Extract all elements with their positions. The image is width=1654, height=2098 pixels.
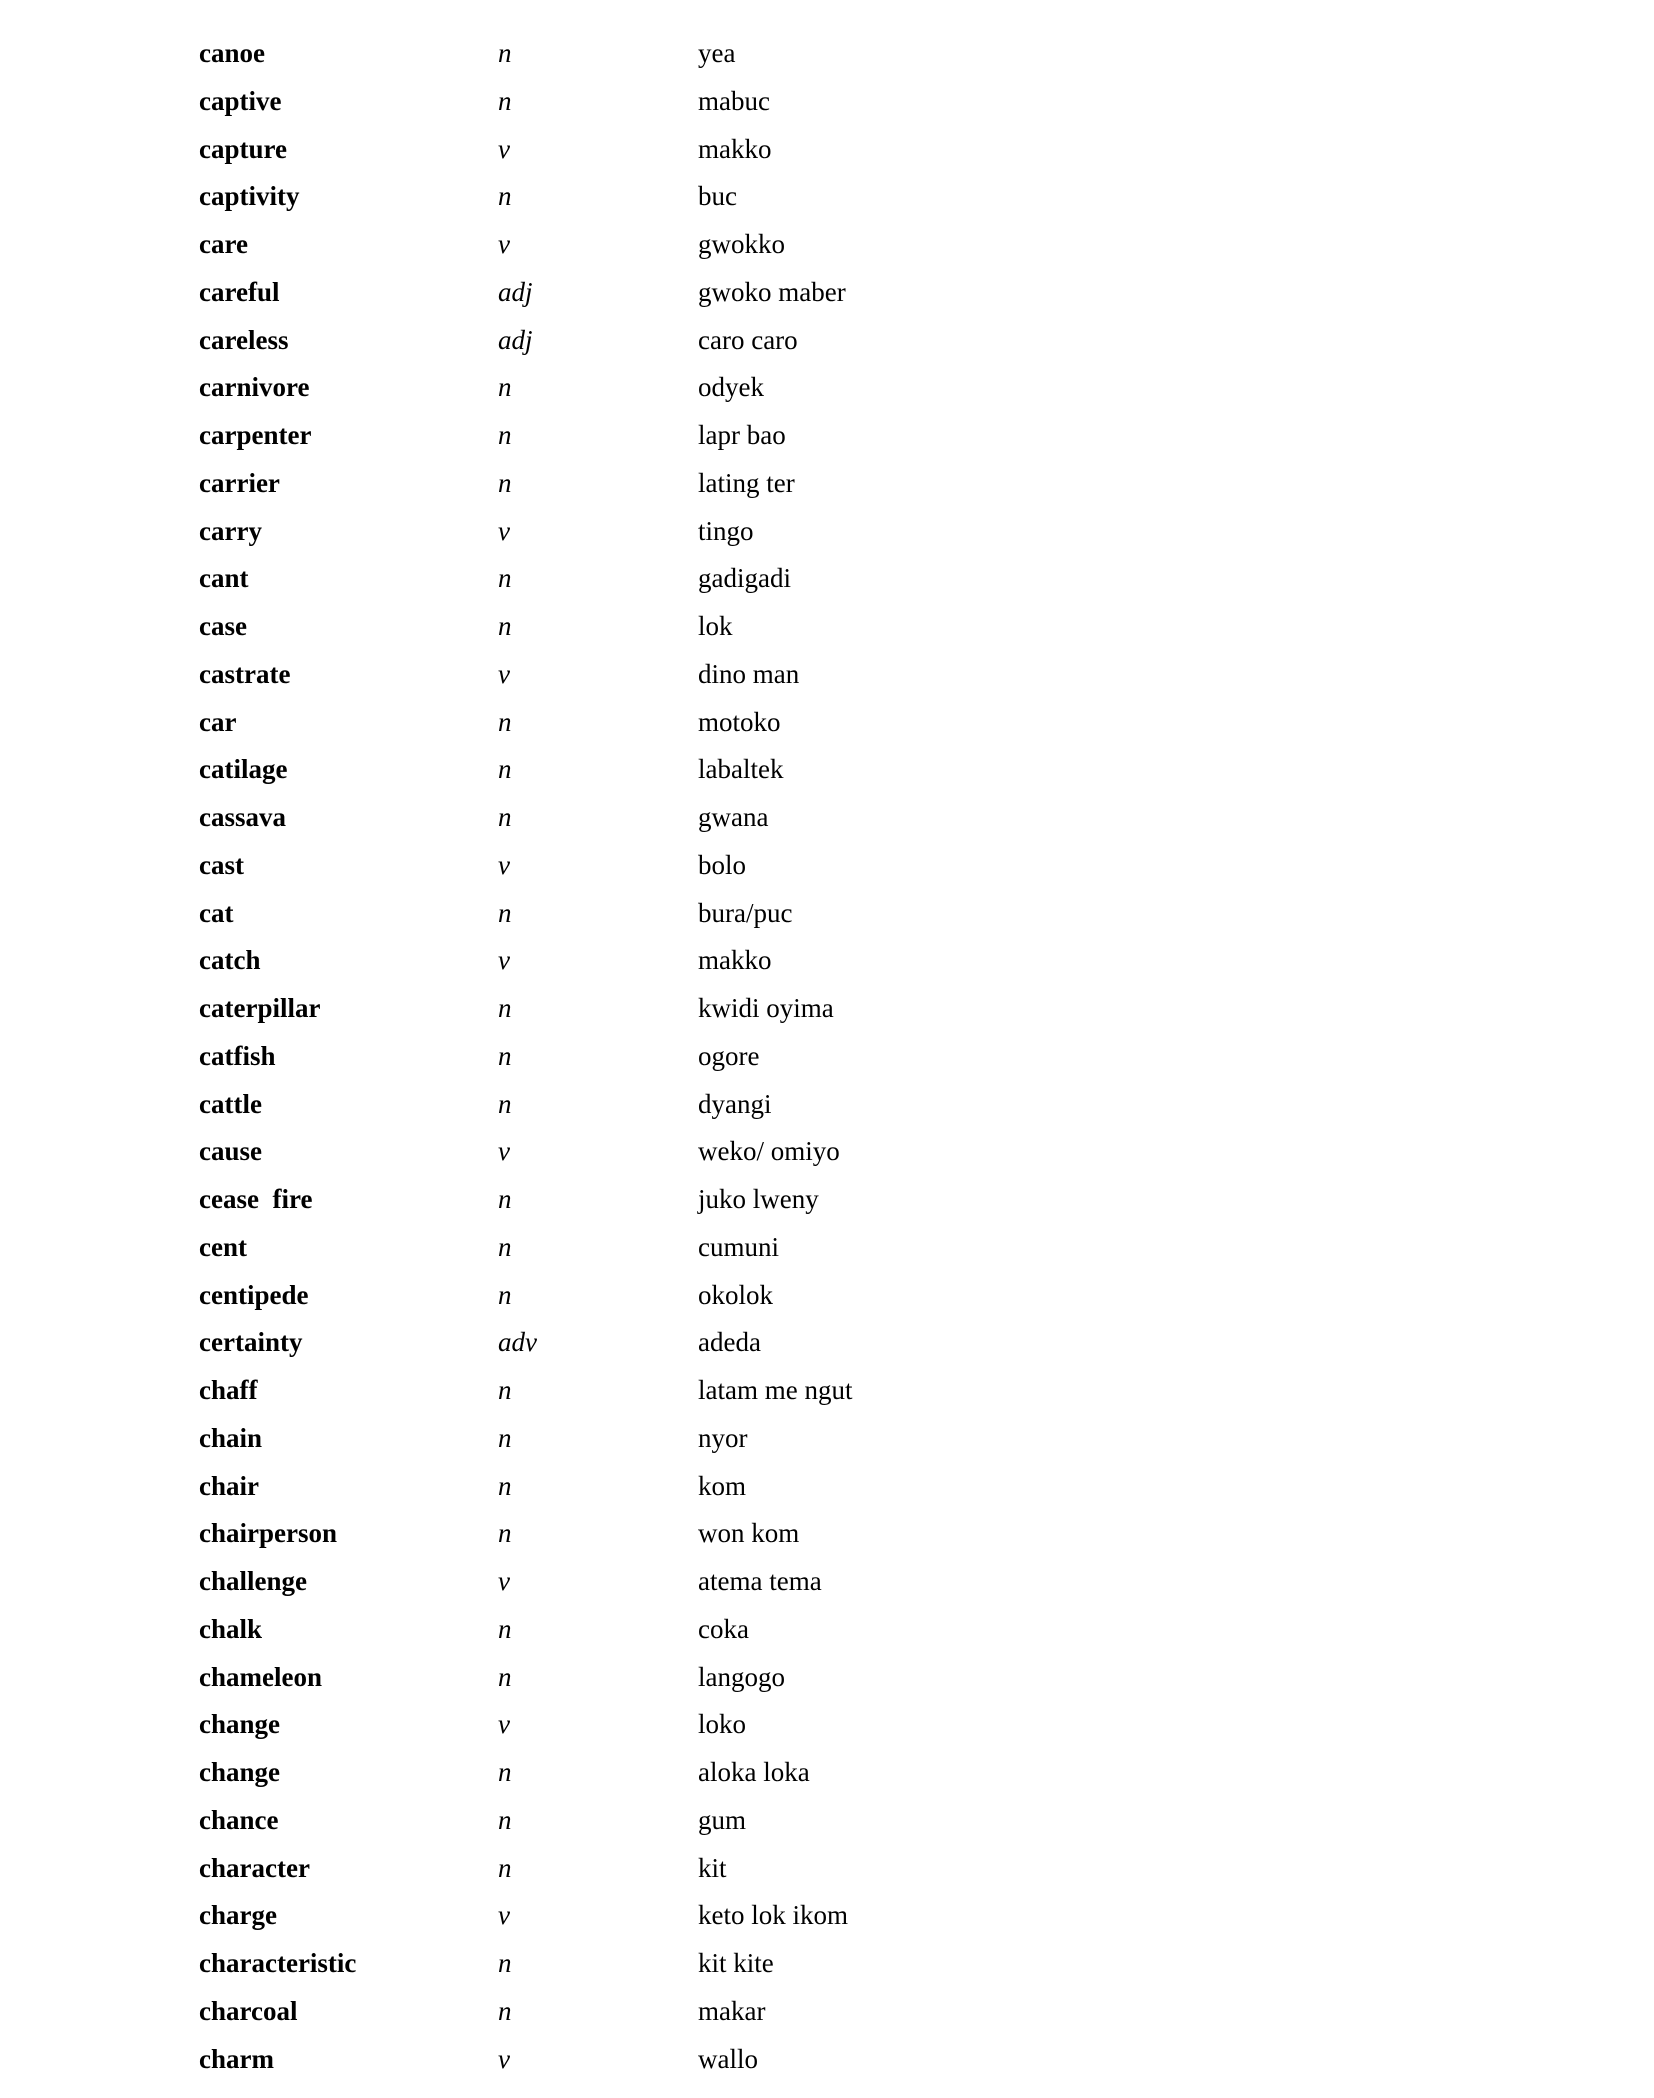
headword: carpenter [199, 420, 312, 450]
headword: cassava [199, 802, 286, 832]
translation: gwana [698, 802, 769, 832]
dictionary-entry [199, 651, 1199, 699]
dictionary-entry [199, 1892, 1199, 1940]
dictionary-entry [199, 412, 1199, 460]
dictionary-entry [199, 1224, 1199, 1272]
translation: latam me ngut [698, 1375, 853, 1405]
part-of-speech: v [498, 849, 510, 880]
part-of-speech: n [498, 897, 512, 928]
translation: won kom [698, 1518, 800, 1549]
translation: gwokko [698, 229, 785, 259]
headword: case [199, 611, 247, 641]
part-of-speech: v [498, 1136, 510, 1167]
part-of-speech: v [498, 1566, 510, 1596]
part-of-speech: n [498, 563, 512, 594]
translation: weko/ omiyo [698, 1136, 840, 1167]
dictionary-entry [199, 555, 1199, 603]
translation: labaltek [698, 754, 784, 785]
headword: charcoal [199, 1995, 298, 2026]
dictionary-entry [199, 1176, 1199, 1224]
dictionary-entry [199, 221, 1199, 269]
part-of-speech: v [498, 515, 510, 546]
part-of-speech: n [498, 1088, 512, 1119]
headword: canoe [199, 38, 265, 68]
dictionary-entry [199, 746, 1199, 794]
dictionary-entry [199, 1463, 1199, 1511]
translation: mabuc [698, 85, 770, 116]
headword: chalk [199, 1613, 263, 1644]
dictionary-entry [199, 1701, 1199, 1749]
translation: langogo [698, 1661, 785, 1692]
part-of-speech: n [498, 38, 512, 68]
dictionary-entry [199, 1272, 1199, 1320]
dictionary-entry [199, 1606, 1199, 1654]
headword: cattle [199, 1088, 262, 1119]
headword: carry [199, 515, 262, 546]
translation: gadigadi [698, 563, 791, 594]
translation: wallo [698, 2043, 758, 2074]
headword: chairperson [199, 1518, 337, 1549]
part-of-speech: n [498, 1948, 512, 1978]
headword: chaff [199, 1375, 258, 1405]
part-of-speech: v [498, 658, 510, 689]
headword: captivity [199, 181, 300, 212]
dictionary-entry [199, 1558, 1199, 1606]
headword: cat [199, 897, 234, 928]
headword: carnivore [199, 372, 310, 403]
part-of-speech: n [498, 611, 512, 641]
part-of-speech: n [498, 1661, 512, 1692]
part-of-speech: n [498, 1279, 512, 1310]
dictionary-entry [199, 794, 1199, 842]
part-of-speech: n [498, 1375, 512, 1405]
part-of-speech: n [498, 1231, 512, 1262]
part-of-speech: n [498, 1804, 512, 1835]
part-of-speech: n [498, 706, 512, 737]
dictionary-entry [199, 1033, 1199, 1081]
headword: chameleon [199, 1661, 322, 1692]
translation: atema tema [698, 1566, 822, 1596]
dictionary-entry [199, 985, 1199, 1033]
dictionary-entry [199, 937, 1199, 985]
part-of-speech: n [498, 993, 512, 1023]
translation: gwoko maber [698, 276, 846, 307]
headword: catfish [199, 1040, 276, 1071]
translation: coka [698, 1613, 749, 1644]
part-of-speech: adv [498, 1327, 537, 1358]
headword: care [199, 229, 248, 259]
headword: catilage [199, 754, 288, 785]
translation: juko lweny [698, 1184, 819, 1214]
dictionary-entry [199, 1654, 1199, 1702]
dictionary-entry [199, 78, 1199, 126]
dictionary-entry [199, 2036, 1199, 2084]
headword: cant [199, 563, 249, 594]
headword: chair [199, 1470, 259, 1501]
part-of-speech: v [498, 2043, 510, 2074]
dictionary-entry [199, 269, 1199, 317]
part-of-speech: v [498, 1709, 510, 1740]
headword: charm [199, 2043, 274, 2074]
translation: bolo [698, 849, 747, 880]
dictionary-entry [199, 364, 1199, 412]
translation: tingo [698, 515, 754, 546]
translation: loko [698, 1709, 747, 1740]
part-of-speech: n [498, 1852, 512, 1883]
dictionary-entry [199, 1319, 1199, 1367]
translation: buc [698, 181, 737, 212]
part-of-speech: n [498, 181, 512, 212]
translation: nyor [698, 1422, 748, 1453]
headword: cease fire [199, 1184, 313, 1214]
headword: certainty [199, 1327, 303, 1358]
translation: kit [698, 1852, 727, 1883]
translation: kwidi oyima [698, 993, 834, 1023]
translation: lok [698, 611, 733, 641]
dictionary-entry [199, 173, 1199, 221]
headword: chance [199, 1804, 279, 1835]
headword: catch [199, 945, 261, 976]
part-of-speech: n [498, 1995, 512, 2026]
translation: makko [698, 133, 772, 164]
headword: careless [199, 324, 289, 355]
part-of-speech: n [498, 802, 512, 832]
dictionary-entry [199, 1367, 1199, 1415]
headword: cent [199, 1231, 247, 1262]
dictionary-entry [199, 317, 1199, 365]
translation: kom [698, 1470, 747, 1501]
dictionary-entry [199, 603, 1199, 651]
part-of-speech: n [498, 467, 512, 498]
translation: adeda [698, 1327, 761, 1358]
headword: change [199, 1709, 280, 1740]
translation: makko [698, 945, 772, 976]
dictionary-entry [199, 126, 1199, 174]
dictionary-entry [199, 890, 1199, 938]
headword: captive [199, 85, 282, 116]
part-of-speech: n [498, 1470, 512, 1501]
dictionary-entry [199, 1845, 1199, 1893]
headword: capture [199, 133, 287, 164]
part-of-speech: n [498, 420, 512, 450]
part-of-speech: n [498, 1613, 512, 1644]
dictionary-entry [199, 1081, 1199, 1129]
part-of-speech: n [498, 372, 512, 403]
translation: caro caro [698, 324, 798, 355]
part-of-speech: n [498, 1518, 512, 1549]
dictionary-entry [199, 1510, 1199, 1558]
headword: change [199, 1757, 280, 1787]
dictionary-entry [199, 1415, 1199, 1463]
part-of-speech: adj [498, 276, 533, 307]
translation: dyangi [698, 1088, 772, 1119]
headword: car [199, 706, 237, 737]
part-of-speech: n [498, 754, 512, 785]
headword: characteristic [199, 1948, 357, 1978]
translation: cumuni [698, 1231, 779, 1262]
part-of-speech: n [498, 1757, 512, 1787]
translation: ogore [698, 1040, 760, 1071]
translation: yea [698, 38, 736, 68]
headword: chain [199, 1422, 263, 1453]
dictionary-entry [199, 1797, 1199, 1845]
part-of-speech: n [498, 1040, 512, 1071]
dictionary-entry [199, 1940, 1199, 1988]
headword: careful [199, 276, 280, 307]
translation: keto lok ikom [698, 1900, 848, 1931]
translation: aloka loka [698, 1757, 810, 1787]
part-of-speech: v [498, 945, 510, 976]
headword: charge [199, 1900, 277, 1931]
dictionary-entry [199, 1128, 1199, 1176]
headword: carrier [199, 467, 280, 498]
translation: gum [698, 1804, 747, 1835]
translation: bura/puc [698, 897, 793, 928]
dictionary-entry [199, 842, 1199, 890]
part-of-speech: n [498, 1422, 512, 1453]
translation: makar [698, 1995, 766, 2026]
headword: centipede [199, 1279, 309, 1310]
translation: kit kite [698, 1948, 774, 1978]
part-of-speech: adj [498, 324, 533, 355]
translation: okolok [698, 1279, 774, 1310]
headword: caterpillar [199, 993, 321, 1023]
part-of-speech: v [498, 1900, 510, 1931]
part-of-speech: n [498, 1184, 512, 1214]
headword: castrate [199, 658, 291, 689]
dictionary-entry [199, 30, 1199, 78]
entry-list [199, 30, 1199, 2083]
headword: challenge [199, 1566, 307, 1596]
translation: odyek [698, 372, 764, 403]
part-of-speech: v [498, 229, 510, 259]
translation: lapr bao [698, 420, 786, 450]
headword: cause [199, 1136, 262, 1167]
headword: character [199, 1852, 310, 1883]
dictionary-entry [199, 1988, 1199, 2036]
dictionary-entry [199, 699, 1199, 747]
dictionary-entry [199, 460, 1199, 508]
headword: cast [199, 849, 244, 880]
dictionary-entry [199, 1749, 1199, 1797]
dictionary-entry [199, 508, 1199, 556]
part-of-speech: v [498, 133, 510, 164]
translation: lating ter [698, 467, 795, 498]
part-of-speech: n [498, 85, 512, 116]
translation: dino man [698, 658, 800, 689]
translation: motoko [698, 706, 781, 737]
